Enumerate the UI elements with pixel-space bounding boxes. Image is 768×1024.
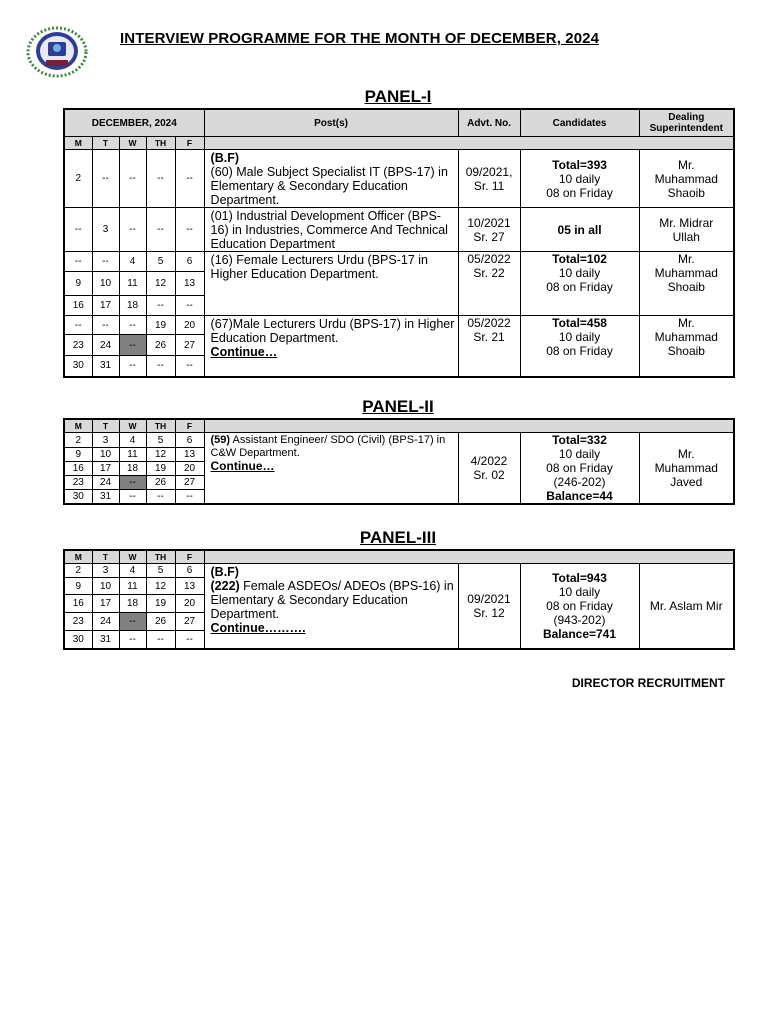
calendar-day: 10 <box>92 448 119 462</box>
panel-1-heading: PANEL-I <box>364 87 432 106</box>
advt-serial: Sr. 22 <box>473 266 505 280</box>
day-header: W <box>119 137 146 150</box>
candidates-daily: 10 daily <box>558 171 601 186</box>
candidates-friday: 08 on Friday <box>546 185 613 200</box>
candidates-friday: 08 on Friday <box>546 344 613 358</box>
calendar-day: -- <box>175 150 204 208</box>
calendar-day: -- <box>146 296 175 316</box>
candidates-daily: 10 daily <box>558 266 601 280</box>
calendar-day: 19 <box>146 462 175 476</box>
calendar-day: -- <box>175 208 204 252</box>
post-description: (16) Female Lecturers Urdu (BPS-17 in Higher Education Department. <box>210 253 428 281</box>
calendar-day: -- <box>64 252 92 272</box>
advt-cell <box>458 433 520 505</box>
calendar-day: -- <box>146 208 175 252</box>
dealing-name: Shaoib <box>667 185 705 200</box>
candidates-cell <box>520 316 639 377</box>
calendar-day: 24 <box>92 335 119 356</box>
advt-cell <box>458 208 520 252</box>
posts-header: Post(s) <box>204 109 458 137</box>
calendar-day: 18 <box>119 595 146 613</box>
calendar-day-holiday: -- <box>119 335 146 356</box>
day-header: F <box>175 137 204 150</box>
calendar-day: 4 <box>119 564 146 578</box>
post-cell <box>204 316 458 377</box>
calendar-day: 2 <box>64 564 92 578</box>
dealing-name: Mr. Midrar <box>659 215 714 230</box>
advt-number: 05/2022 <box>467 316 511 330</box>
candidates-total: 05 in all <box>557 222 602 237</box>
candidates-friday: 08 on Friday <box>546 280 613 294</box>
calendar-day: -- <box>175 296 204 316</box>
post-cell <box>204 208 458 252</box>
calendar-day: 12 <box>146 448 175 462</box>
candidates-balance: Balance=44 <box>546 489 613 503</box>
dealing-name: Shoaib <box>667 344 705 358</box>
day-header: T <box>92 137 119 150</box>
calendar-day: 6 <box>175 252 204 272</box>
day-header: M <box>64 550 92 564</box>
dealing-name: Muhammad <box>654 266 718 280</box>
dealing-cell <box>639 433 734 505</box>
dealing-cell <box>639 150 734 208</box>
post-cell <box>204 433 458 505</box>
calendar-day: 31 <box>92 490 119 504</box>
calendar-day: 4 <box>119 252 146 272</box>
advt-serial: Sr. 12 <box>473 605 505 620</box>
advt-number: 10/2021 <box>467 215 511 230</box>
calendar-day-holiday: -- <box>119 476 146 490</box>
calendar-day: 24 <box>92 613 119 631</box>
calendar-day: 4 <box>119 433 146 448</box>
day-header: TH <box>146 550 175 564</box>
post-description: (60) Male Subject Specialist IT (BPS-17) in Elementary & Secondary Education Department. <box>210 165 448 207</box>
candidates-cell <box>520 564 639 649</box>
calendar-day: 3 <box>92 208 119 252</box>
post-count: (59) <box>210 434 231 446</box>
day-header: F <box>175 550 204 564</box>
header-spacer <box>204 137 734 150</box>
calendar-day: 5 <box>146 252 175 272</box>
calendar-day: 5 <box>146 564 175 578</box>
dealing-name: Shoaib <box>667 280 705 294</box>
advt-number: 09/2021 <box>467 591 511 606</box>
calendar-day: 26 <box>146 335 175 356</box>
dealing-name: Muhammad <box>654 171 718 186</box>
calendar-day: 27 <box>175 613 204 631</box>
calendar-day: 5 <box>146 433 175 448</box>
calendar-day: 23 <box>64 476 92 490</box>
candidates-cell <box>520 208 639 252</box>
calendar-day: -- <box>119 150 146 208</box>
day-header: T <box>92 550 119 564</box>
dealing-cell <box>639 208 734 252</box>
dealing-name: Mr. <box>677 316 695 330</box>
candidates-balance: Balance=741 <box>542 626 617 641</box>
calendar-day: 27 <box>175 335 204 356</box>
calendar-day: 20 <box>175 462 204 476</box>
dealing-name: Mr. <box>677 252 695 266</box>
candidates-friday: 08 on Friday <box>546 598 613 613</box>
post-cell <box>204 150 458 208</box>
calendar-day: 16 <box>64 462 92 476</box>
header-spacer <box>204 550 734 564</box>
advt-number: 09/2021, <box>465 164 513 179</box>
calendar-day: 19 <box>146 595 175 613</box>
advt-serial: Sr. 27 <box>473 229 505 244</box>
header-spacer <box>204 419 734 433</box>
advt-cell <box>458 252 520 316</box>
candidates-total: Total=393 <box>552 157 607 172</box>
calendar-day: 30 <box>64 356 92 377</box>
dealing-name: Mr. <box>677 447 695 461</box>
calendar-day: -- <box>146 150 175 208</box>
advt-number: 05/2022 <box>467 252 511 266</box>
calendar-day: 17 <box>92 462 119 476</box>
dealing-cell <box>639 564 734 649</box>
brought-forward-label: (B.F) <box>210 565 239 579</box>
calendar-day: 17 <box>92 595 119 613</box>
commission-logo <box>26 26 88 78</box>
calendar-day: -- <box>119 490 146 504</box>
calendar-day: 9 <box>64 448 92 462</box>
dealing-cell <box>639 252 734 316</box>
calendar-day: -- <box>146 356 175 377</box>
day-header: TH <box>146 419 175 433</box>
post-description: Female ASDEOs/ ADEOs (BPS-16) in Elementary & Secondary Education Department. <box>210 579 454 621</box>
calendar-day: 11 <box>119 448 146 462</box>
calendar-day: 10 <box>92 272 119 296</box>
calendar-day: 9 <box>64 578 92 595</box>
calendar-day: -- <box>92 316 119 335</box>
calendar-day: -- <box>146 490 175 504</box>
calendar-day: 13 <box>175 272 204 296</box>
calendar-day: -- <box>64 208 92 252</box>
calendar-day: 2 <box>64 150 92 208</box>
panel-2-heading: PANEL-II <box>362 397 434 416</box>
director-signature-label: DIRECTOR RECRUITMENT <box>571 676 725 690</box>
calendar-day: -- <box>119 356 146 377</box>
continue-label: Continue… <box>210 459 275 473</box>
calendar-day: 30 <box>64 490 92 504</box>
calendar-day: 6 <box>175 433 204 448</box>
calendar-day: 23 <box>64 335 92 356</box>
candidates-range: (246-202) <box>553 475 606 489</box>
calendar-day: 30 <box>64 631 92 649</box>
calendar-day: -- <box>175 631 204 649</box>
continue-label: Continue………. <box>210 621 306 635</box>
calendar-day: -- <box>92 150 119 208</box>
candidates-cell <box>520 433 639 505</box>
candidates-total: Total=332 <box>552 433 607 447</box>
dealing-name: Muhammad <box>654 461 718 475</box>
calendar-day: 6 <box>175 564 204 578</box>
calendar-day: 19 <box>146 316 175 335</box>
dealing-name: Mr. Aslam Mir <box>649 598 723 613</box>
day-header: T <box>92 419 119 433</box>
brought-forward-label: (B.F) <box>210 151 240 165</box>
candidates-header: Candidates <box>520 109 639 137</box>
calendar-day: 9 <box>64 272 92 296</box>
panel-1-table <box>63 108 735 378</box>
calendar-day-holiday: -- <box>119 613 146 631</box>
calendar-day: 31 <box>92 356 119 377</box>
candidates-total: Total=458 <box>552 316 607 330</box>
calendar-day: 2 <box>64 433 92 448</box>
calendar-day: 12 <box>146 272 175 296</box>
day-header: W <box>119 550 146 564</box>
advt-serial: Sr. 21 <box>473 330 505 344</box>
calendar-day: -- <box>119 631 146 649</box>
candidates-daily: 10 daily <box>558 447 601 461</box>
calendar-day: -- <box>119 208 146 252</box>
panel-2-table <box>63 418 735 505</box>
post-cell <box>204 564 458 649</box>
calendar-day: 18 <box>119 462 146 476</box>
day-header: TH <box>146 137 175 150</box>
calendar-day: 26 <box>146 476 175 490</box>
advt-number: 4/2022 <box>470 454 508 468</box>
day-header: W <box>119 419 146 433</box>
calendar-day: 3 <box>92 564 119 578</box>
candidates-daily: 10 daily <box>558 584 601 599</box>
calendar-day: 18 <box>119 296 146 316</box>
calendar-day: 26 <box>146 613 175 631</box>
candidates-total: Total=102 <box>552 252 607 266</box>
candidates-cell <box>520 150 639 208</box>
month-header: DECEMBER, 2024 <box>64 109 204 137</box>
post-description: (01) Industrial Development Officer (BPS-16) in Industries, Commerce And Technical Education Department <box>210 209 448 251</box>
candidates-total: Total=943 <box>552 570 607 585</box>
dealing-cell <box>639 316 734 377</box>
calendar-day: -- <box>175 356 204 377</box>
dealing-name: Mr. <box>677 157 695 172</box>
advt-cell <box>458 316 520 377</box>
dealing-name: Muhammad <box>654 330 718 344</box>
calendar-day: -- <box>146 631 175 649</box>
calendar-day: 16 <box>64 296 92 316</box>
calendar-day: -- <box>64 316 92 335</box>
calendar-day: 31 <box>92 631 119 649</box>
post-count: (222) <box>210 579 240 593</box>
continue-label: Continue… <box>210 345 278 359</box>
calendar-day: -- <box>119 316 146 335</box>
calendar-day: 23 <box>64 613 92 631</box>
candidates-range: (943-202) <box>553 612 606 627</box>
calendar-day: 27 <box>175 476 204 490</box>
day-header: M <box>64 137 92 150</box>
advt-serial: Sr. 02 <box>473 468 505 482</box>
post-cell <box>204 252 458 316</box>
post-description: (67)Male Lecturers Urdu (BPS-17) in Higher Education Department. <box>210 317 455 345</box>
calendar-day: 11 <box>119 578 146 595</box>
dealing-name: Javed <box>670 475 703 489</box>
calendar-day: 24 <box>92 476 119 490</box>
day-header: F <box>175 419 204 433</box>
calendar-day: 20 <box>175 595 204 613</box>
calendar-day: 12 <box>146 578 175 595</box>
calendar-day: 3 <box>92 433 119 448</box>
dealing-name: Ullah <box>672 229 700 244</box>
calendar-day: 11 <box>119 272 146 296</box>
calendar-day: -- <box>175 490 204 504</box>
calendar-day: 13 <box>175 448 204 462</box>
calendar-day: 20 <box>175 316 204 335</box>
post-description: Assistant Engineer/ SDO (Civil) (BPS-17) in C&W Department. <box>210 434 446 459</box>
calendar-day: 16 <box>64 595 92 613</box>
calendar-day: -- <box>92 252 119 272</box>
advt-serial: Sr. 11 <box>473 178 505 193</box>
dealing-header: Dealing Superintendent <box>639 109 734 137</box>
calendar-day: 10 <box>92 578 119 595</box>
candidates-friday: 08 on Friday <box>546 461 613 475</box>
candidates-daily: 10 daily <box>558 330 601 344</box>
advt-cell <box>458 564 520 649</box>
candidates-cell <box>520 252 639 316</box>
panel-3-table <box>63 549 735 650</box>
calendar-day: 13 <box>175 578 204 595</box>
advt-cell <box>458 150 520 208</box>
panel-3-heading: PANEL-III <box>359 528 437 547</box>
page-title: INTERVIEW PROGRAMME FOR THE MONTH OF DECEMBER, 2024 <box>120 30 600 47</box>
calendar-day: 17 <box>92 296 119 316</box>
advt-header: Advt. No. <box>458 109 520 137</box>
day-header: M <box>64 419 92 433</box>
